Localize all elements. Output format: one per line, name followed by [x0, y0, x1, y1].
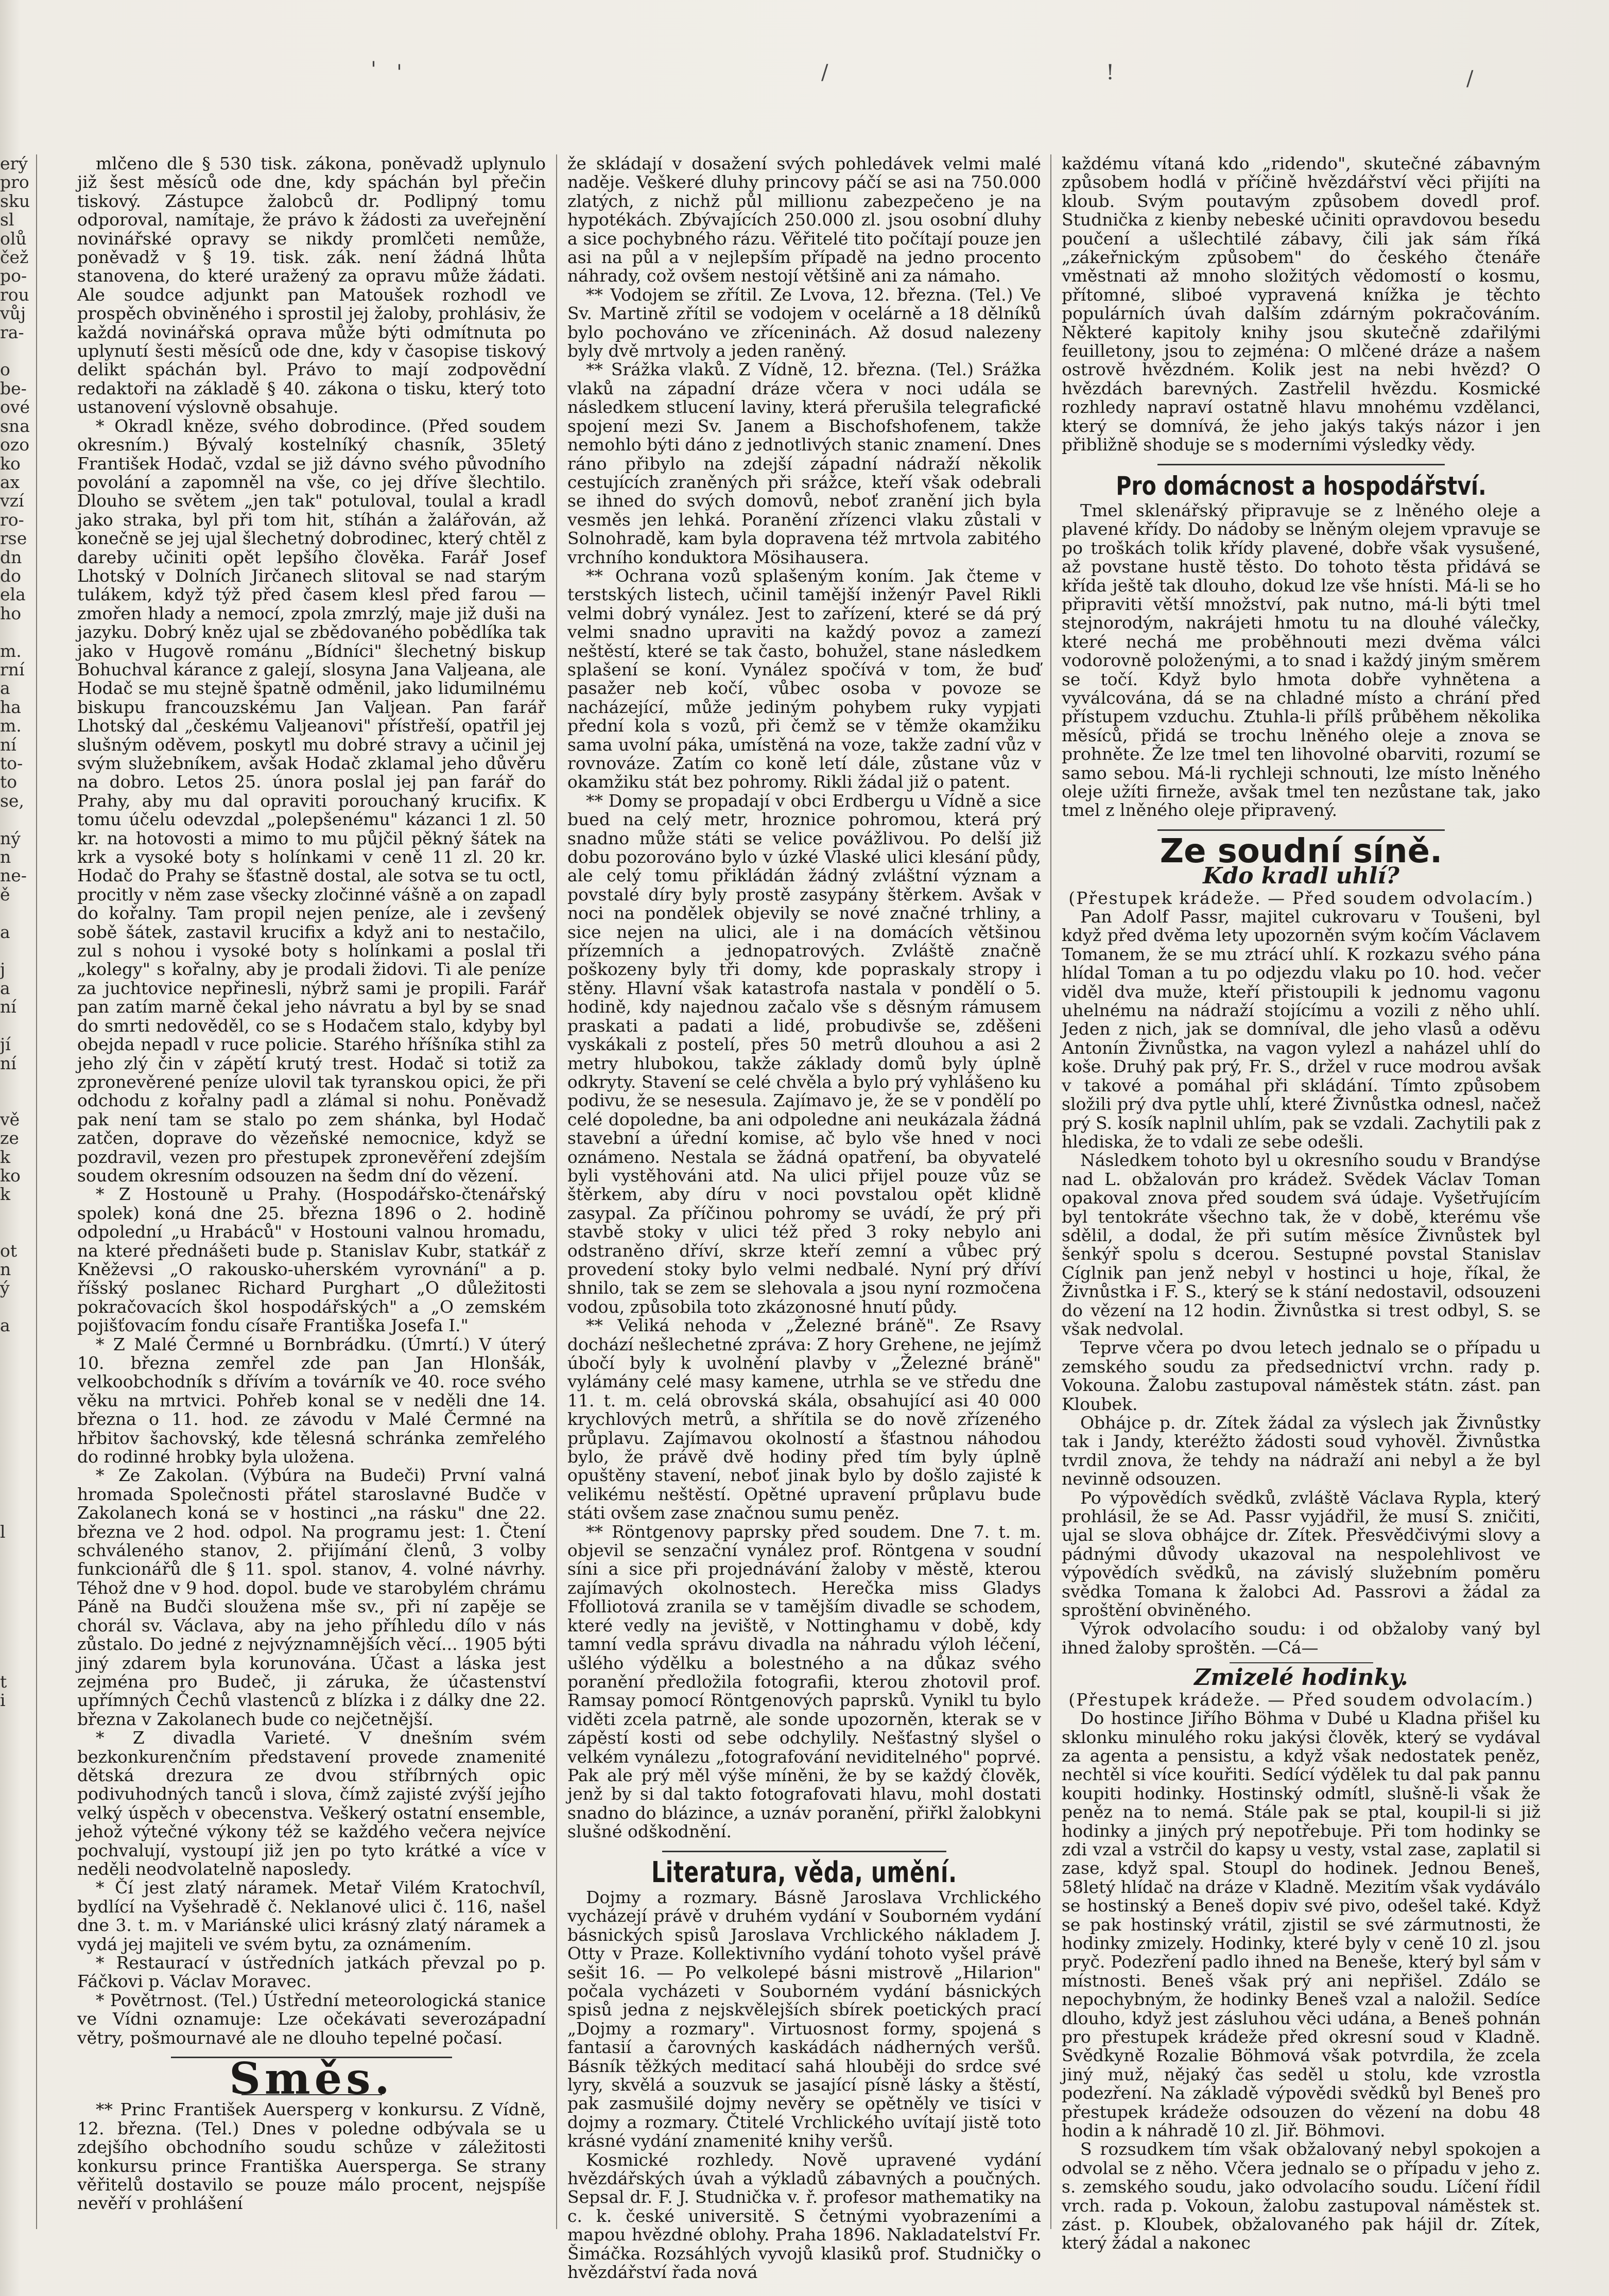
- edge-fragment: vě: [0, 1109, 20, 1129]
- edge-fragment: [0, 1616, 25, 1635]
- edge-fragment: i: [0, 1690, 6, 1711]
- edge-fragment: do: [0, 565, 21, 586]
- edge-fragment: [0, 1391, 25, 1410]
- edge-fragment: [0, 1354, 25, 1372]
- edge-fragment: t: [0, 1671, 7, 1692]
- edge-fragment: [0, 1597, 25, 1616]
- edge-fragment: [0, 1298, 25, 1316]
- edge-fragment: [0, 2066, 25, 2084]
- section-divider: [1157, 464, 1445, 465]
- edge-fragment: [0, 1579, 25, 1597]
- article-povetrnost: * Povětrnost. (Tel.) Ústřední meteorologická stanice ve Vídni oznamuje: Lze očekávati severozápadní větry, pošmournavé ale ne dlouho tepelné počasí.: [77, 1990, 546, 2048]
- edge-fragment: [0, 1729, 25, 1747]
- edge-fragment: [0, 942, 25, 960]
- edge-fragment: ra-: [0, 322, 24, 342]
- edge-fragment: [0, 1635, 25, 1654]
- edge-fragment: ne-: [0, 865, 27, 886]
- edge-fragment: rní: [0, 659, 25, 680]
- edge-fragment: [0, 904, 25, 923]
- edge-fragment: a: [0, 678, 10, 699]
- edge-fragment: ela: [0, 584, 26, 605]
- article-paragraph: Výrok odvolacího soudu: i od obžaloby vaný byl ihned žaloby sproštěn. —Cá—: [1062, 1619, 1541, 1658]
- section-heading-domacnost: Pro domácnost a hospodářství.: [1116, 471, 1486, 501]
- article-paragraph: Obhájce p. dr. Zítek žádal za výslech jak Živnůstky tak i Jandy, kteréžto žádosti soud vyhověl. Živnůstka tvrdil znova, že tehdy na nádraží ani nebyl a že byl nevinně odsouzen.: [1062, 1413, 1541, 1489]
- article-kosmicke-rozhledy: Kosmické rozhledy. Nově upravené vydání hvězdářských úvah a výkladů zábavných a poučných. Sepsal dr. F. J. Studnička v. ř. profesor mathematiky na c. k. české universitě. S četnými vyobrazeními a mapou hvězdné oblohy. Praha 1896. Nakladatelství Fr. Šimáčka. Rozsáhlých vyvojů klasiků prof. Studničky o hvězdářství řada nová: [567, 2149, 1041, 2283]
- column-3: [1062, 154, 1541, 2253]
- article-paragraph: Do hostince Jiřího Böhma v Dubé u Kladna přišel ku sklonku minulého roku jakýsi člověk, který se vydával za agenta a pensistu, a když však nedostatek peněz, nechtěl si více kouřiti. Sedící výdělek tu dal pak pannu koupiti hodinky. Hostinský odmítl, slušně-li však že peněz na to nemá. Stále pak se ptal, koupil-li si již hodinky a jiných prý nepotřebuje. Při tom hodinky se zdi vzal a vstrčil do kapsy u vesty, vstal zase, zaplatil si zase, když spal. Stoupl do hodinek. Jednou Beneš, 58letý hlídač na dráze v Kladně. Mezitím však vydáválo se hostinský a Beneš dopiv své pivo, odešel také. Když se pak hostinský vrátil, zjistil se své zármutnosti, že hodinky zmizely. Hodinky, které byly v ceně 10 zl. jsou pryč. Podezření padlo ihned na Beneše, který byl sám v místnosti. Beneš však prý ani nepřišel. Zdálo se nepochybným, že hodinky Beneš vzal a naložil. Sedíce dlouho, když jest zásluhou věci udána, a Beneš pohnán pro přestupek krádeže před okresní soud v Kladně. Svědkyně Rozalie Böhmová však potvrdila, že zcela jiný muž, nějaký čas seděl u stolu, kde vzrostla podezření. Na základě výpovědi svědků byl Beneš pro přestupek krádeže odsouzen do vězení na dobu 48 hodin a k náhradě 10 zl. Jiř. Böhmovi.: [1062, 1708, 1541, 2141]
- section-heading-soudni-sin: Ze soudní síně.: [1160, 832, 1443, 871]
- edge-fragment: vůj: [0, 303, 26, 324]
- edge-fragment: be-: [0, 378, 27, 398]
- edge-fragment: to-: [0, 753, 23, 773]
- edge-fragment: ní: [0, 997, 16, 1017]
- edge-fragment: [0, 1485, 25, 1504]
- edge-fragment: ové: [0, 397, 30, 418]
- article-paragraph: S rozsudkem tím však obžalovaný nebyl spokojen a odvolal se z něho. Včera jednalo se o případu v jeho z. s. zemského soudu, jako odvolacího soudu. Líčení řídil vrch. rada p. Vokoun, žalobu zastupoval náměstek st. zást. p. Kloubek, obžalovaného pak hájil dr. Zítek, který žádal a nakonec: [1062, 2139, 1541, 2253]
- article-vodojem: ** Vodojem se zřítil. Ze Lvova, 12. března. (Tel.) Ve Sv. Martině zřítil se vodojem v ocelárně a 18 dělníků bylo pochováno ve zříceninách. Až dosud nalezeny byly dvě mrtvoly a jeden raněný.: [567, 284, 1041, 361]
- edge-fragment: [0, 1017, 25, 1035]
- edge-fragment: [0, 1204, 25, 1223]
- edge-fragment: [0, 1448, 25, 1466]
- article-paragraph: mlčeno dle § 530 tisk. zákona, poněvadž uplynulo již šest měsíců ode dne, kdy spáchán byl přečin tiskový. Zástupce žalobců dr. Podlipný tomu odporoval, namítaje, že právo k žádosti za uveřejnění novinářské opravy se nikdy promlčeti nemůže, poněvadž v § 19. tisk. zák. není žádná lhůta stanovena, do které uražený za opravu může žádati. Ale soudce adjunkt pan Matoušek rozhodl ve prospěch obviněného i sprostil jej žaloby, prohlásiv, že každá novinářská oprava může býti odmítnuta po uplynutí šesti měsíců ode dne, kdy v časopise tiskový delikt spáchán byl. Právo to mají zodpovědní redaktoři na základě § 40. zákona o tisku, který toto ustanovení výslovně obsahuje.: [77, 153, 546, 418]
- section-heading-smes: Směs.: [229, 2053, 394, 2104]
- edge-fragment: ax: [0, 472, 20, 492]
- edge-fragment: po-: [0, 266, 27, 286]
- edge-fragment: ný: [0, 828, 21, 848]
- edge-fragment: a: [0, 978, 10, 998]
- edge-fragment: [0, 1785, 25, 1803]
- edge-fragment: ro-: [0, 509, 24, 530]
- edge-fragment: pro: [0, 172, 29, 193]
- article-paragraph: Následkem tohoto byl u okresního soudu v Brandýse nad L. obžalován pro krádež. Svědek Václav Toman opakoval znova před soudem svá údaje. Vyšetřujícím byl tentokráte všechno tak, že v době, kterému vše sdělil, a dodal, že při sutím měsíce Živnůstek byl šenkýř spolu s dcerou. Sestupné povstal Stanislav Cíglnik pan jenž nebyl v hostinci u hoje, říkal, že Živnůstka i F. S., který se k stání nedostavil, odsouzeni do vězení na 12 hodin. Živnůstka si trest odbyl, S. se však nedvolal.: [1062, 1150, 1541, 1339]
- article-rontgen: ** Röntgenovy paprsky před soudem. Dne 7. t. m. objevil se senzační vynález prof. Röntgena v soudní síni a sice při projednávání žaloby v městě, kterou zajímavých okolnostech. Herečka miss Gladys Ffolliotová zranila se v tamějším divadle se schodem, které vedly na jeviště, v Nottinghamu v době, kdy tamní vedla správu divadla na náhradu výloh léčení, ušlého výdělku a bolestného a na důkaz svého poranění předložila fotografii, kterou zhotovil prof. Ramsay pomocí Röntgenových paprsků. Vynikl tu bylo viděti zcela patrně, ale sonde upozorněn, kterak se v zápěstí kosti od sebe odchylily. Nešťastný slyšel o velkém vynálezu „fotografování neviditelného" poprvé. Pak ale prý měl výše míněni, že by se každý člověk, jenž by si dal takto fotografovati hlavu, mohl dostati snadno do blázince, a uznáv poranění, přiřkl žalobkyni slušné odškodnění.: [567, 1521, 1041, 1842]
- article-tmel-sklenarsky: Tmel sklenářský připravuje se z lněného oleje a plavené křídy. Do nádoby se lněným olejem vpravuje se po troškách tolik křídy plavené, dobře však vysušené, až povstane hustě těsto. Do tohoto těsta přidává se křída ještě tak dlouho, dokud lze vše hnísti. Má-li se ho připraviti větší množství, pak nutno, má-li býti tmel stejnorodým, nakrájeti hmotu tu na dlouhé válečky, které nechá me proběhnouti mezi dvěma válci vodorovně položenými, a to snad i každý jiným směrem se točí. Když bylo hmota dobře vyhnětena a vyválcována, dá se na chladné místo a chrání před přístupem vzduchu. Ztuhla-li přílš průběhem několika měsíců, přidá se trochu lněného oleje a znova se prohněte. Že lze tmel ten lihovolné obarviti, rozumí se samo sebou. Má-li rychleji schnouti, lze místo lněného oleje užíti firneže, avšak tmel ten nezůstane tak, jako tmel z lněného oleje připravený.: [1062, 500, 1541, 821]
- edge-fragment: [0, 1073, 25, 1091]
- article-dojmy-a-rozmary: Dojmy a rozmary. Básně Jaroslava Vrchlického vycházejí právě v druhém vydání v Souborném vydání básnických spisů Jaroslava Vrchlického nákladem J. Otty v Praze. Kollektivního vydání tohoto vyšel právě sešit 16. — Po velkolepé básni mistrově „Hilarion" počala vycházeti v Souborném vydání básnických spisů jedna z nejskvělejších sbírek poetických prací „Dojmy a rozmary". Virtuosnost formy, spojená s fantasií a čarovných kaskádách nádherných veršů. Básník těžkých meditací sahá hlouběji do srdce své lyry, skvělá a souzvuk se jasající písně lásky a štěstí, pak zasmušilé dojmy nevěry se opětněly ve tisíci v dojmy a rozmary. Čtitelé Vrchlického uvítají jistě toto krásné vydání znamenité knihy veršů.: [567, 1887, 1041, 2151]
- edge-fragment: [0, 2029, 25, 2047]
- edge-fragment: l: [0, 1521, 6, 1542]
- article-z-male-cermne: * Z Malé Čermné u Bornbrádku. (Úmrtí.) V úterý 10. března zemřel zde pan Jan Hlonšák, velkoobchodník s dřívím a továrník ve 40. roce svého věku na mrtvici. Pohřeb konal se v neděli dne 14. března o 11. hod. ze závodu v Malé Čermné na hřbitov šachovský, kde tělesná schránka zemřelého do rodinné hrobky byla uložena.: [77, 1334, 546, 1467]
- column-rule: [36, 154, 37, 2229]
- edge-fragment: jí: [0, 1034, 11, 1055]
- edge-fragment: [0, 1898, 25, 1916]
- edge-mark: !: [1106, 61, 1115, 84]
- edge-fragment: [0, 623, 25, 641]
- article-zelezna-brana: ** Veliká nehoda v „Železné bráně". Ze Rsavy dochází nešlechetné zpráva: Z hory Grehene, ne jejímž úbočí byly k uvolnění plavby v „Železné bráně" vylámány celé masy kamene, utrhla se ve středu dne 11. t. m. celá obrovská skála, obsahující asi 40 000 krychlových metrů, a shřítila se do nově zřízeného průplavu. Zajímavou okolností a šťastnou náhodou bylo, že právě dvě hodiny před tím byly úplně opuštěny stavení, neboť jinak bylo by došlo zajisté k velikému neštěstí. Opětné upravení průplavu bude státi ovšem zase značnou sumu peněz.: [567, 1315, 1041, 1523]
- edge-fragment: [0, 1410, 25, 1429]
- edge-fragment: [0, 2010, 25, 2028]
- edge-mark: /: [821, 61, 828, 84]
- subheading-note: (Přestupek krádeže. — Před soudem odvolacím.): [1068, 888, 1534, 908]
- edge-fragment: ho: [0, 603, 22, 623]
- article-okradl-knize: * Okradl kněze, svého dobrodince. (Před soudem okresním.) Bývalý kostelníký chasník, 35letý František Hodač, vzdal se již dávno svého původního povolání a zapomněl na vše, co jej dříve šlechtilo. Dlouho se světem „jen tak" potuloval, toulal a kradl jako straka, byl při tom hit, stíhán a žalářován, až konečně se jej ujal šlechetný dobrodinec, který chtěl z dareby učiniti opět lepšího člověka. Farář Josef Lhotský v Dolních Jirčanech slitoval se nad starým tulákem, když týž před časem klesl před farou — zmořen hlady a nemocí, zpola zmrzlý, maje již duši na jazyku. Dobrý kněz ujal se zbědovaného pobědlíka tak jako v Hugově románu „Bídníci" šlechetný biskup Bohuchval kárance z galejí, slosyna Jana Valjeana, ale Hodač se mu stejně špatně odměnil, jako lidumilnému biskupu francouzskému Jan Valjean. Pan farář Lhotský dal „českému Valjeanovi" přístřeší, opatřil jej slušným oděvem, poskytl mu dobré stravy a učinil jej svým služebníkem, avšak Hodač zklamal jeho důvěru na dobro. Letos 25. února poslal jej pan farář do Prahy, aby mu dal opraviti porouchaný krucifix. K tomu účelu odevzdal „polepšenému" kázanci 1 zl. 50 kr. na hotovosti a mimo to mu půjčil pěkný šátek na krk a vysoké boty s holínkami v ceně 11 zl. 20 kr. Hodač do Prahy se šťastně dostal, ale sotva se tu octl, procitly v něm zase všecky zločinné vášně a on zapadl do kořalny. Tam propil nejen peníze, ale i zevšený sobě šátek, zastavil krucifix a když ani to nestačilo, zul s nohou i vysoké boty s holínkami a poslal tři „kolegy" s kořalny, aby je prodali židovi. Ti ale peníze za juchtovice nepřinesli, nýbrž sami je propili. Farář pan zatím marně čekal jeho návratu a byl by se snad do smrti nedověděl, co se s Hodačem stalo, kdyby byl obejda nepadl v ruce policie. Starého hříšníka stihl za jeho zlý čin v zápětí krutý trest. Hodač si totiž za zpronevěrené peníze ulovil tak tyranskou opici, že při odchodu z kořalny padl a zlámal si nohu. Poněvadž pak není tam se stalo po zem shánka, byl Hodač zatčen, doprave do vězeňské nemocnice, když se pozdravil, vezen pro přestupek zpronevěření zdejším soudem okresním odsouzen na šedm dní do vězení.: [77, 415, 546, 1186]
- edge-fragment: [0, 1466, 25, 1485]
- edge-fragment: ze: [0, 1128, 19, 1149]
- column-1: [77, 154, 546, 2213]
- edge-fragment: [0, 1504, 25, 1522]
- edge-fragment: čež: [0, 247, 29, 268]
- edge-fragment: ní: [0, 734, 16, 755]
- edge-fragment: [0, 1954, 25, 1972]
- subheading-kdo-kradl-uhli: Kdo kradl uhlí?: [1203, 863, 1399, 890]
- edge-fragment: [0, 1991, 25, 2010]
- article-zlaty-naramek: * Čí jest zlatý náramek. Metař Vilém Kratochvíl, bydlící na Vyšehradě č. Neklanové ulici č. 116, našel dne 3. t. m. v Mariánské ulici krásný zlatý náramek a vydá jej majiteli ve svém bytu, za oznámením.: [77, 1877, 546, 1954]
- edge-fragment: ot: [0, 1240, 18, 1261]
- edge-fragment: ko: [0, 453, 21, 474]
- article-ze-zakolan: * Ze Zakolan. (Výbúra na Budeči) První valná hromada Společnosti přátel staroslavné Budče v Zakolanech koná se v hostinci „na rásku" dne 22. března ve 2 hod. odpol. Na programu jest: 1. Čtení schváleného stanov, 2. přijímání členů, 3 volby funkcionářů dle § 11. spol. stanov, 4. volné návrhy. Téhož dne v 9 hod. dopol. bude ve starobylém chrámu Páně na Budči sloužena mše sv., při ní zapěje se chorál sv. Václava, aby na jeho příhledu dílo v nás zůstalo. Do jedné z nejvýznamnějších věcí... 1905 býti jiný zdarem byla korunována. Účast a láska jest zejména pro Budeč, ji záruka, že účastenství upřímných Čechů vlastenců z blízka i z dálky dne 22. března v Zakolanech bude co nejčetnější.: [77, 1465, 546, 1729]
- edge-fragment: [0, 2085, 25, 2103]
- edge-fragment: [0, 1822, 25, 1841]
- edge-mark: ': [396, 61, 402, 84]
- edge-fragment: [0, 1372, 25, 1391]
- section-divider: [662, 1851, 946, 1852]
- edge-fragment: olů: [0, 228, 27, 249]
- article-srazka-vlaku: ** Srážka vlaků. Z Vídně, 12. března. (Tel.) Srážka vlaků na západní dráze včera v noci udála se následkem stlucení laviny, která přerušila telegrafické spojení mezi Sv. Janem a Bischofshofenem, takže nemohlo býti dáno z jednotlivých stanic znamení. Dnes ráno přibylo na zdejší západní nádraží několik cestujících zraněných při srážce, kteří však odebrali se ihned do svých domovů, neboť zranění jich byla vesměs jen lehká. Poranění zřízenci vlaku zůstali v Solnohradě, kam byla dopravena též mrtvola zabitého vrchního konduktora Mösihausera.: [567, 359, 1041, 567]
- edge-fragment: rou: [0, 284, 29, 305]
- edge-fragment: vzí: [0, 491, 24, 511]
- article-paragraph: Teprve včera po dvou letech jednalo se o případu u zemského soudu za předsednictví vrchn. rady p. Vokouna. Žalobu zastupoval náměstek státn. zást. pan Kloubek.: [1062, 1337, 1541, 1414]
- edge-fragment: ě: [0, 884, 10, 905]
- edge-fragment: [0, 1878, 25, 1897]
- subheading-note: (Přestupek krádeže. — Před soudem odvolacím.): [1068, 1689, 1534, 1710]
- edge-fragment: [0, 1804, 25, 1822]
- edge-fragment: [0, 1091, 25, 1110]
- edge-fragment: [0, 1654, 25, 1673]
- article-princ-auersperg: ** Princ František Auersperg v konkursu. Z Vídně, 12. března. (Tel.) Dnes v poledne odbývala se u zdejšího obchodního soudu schůze v záležitosti konkursu prince Františka Auersperga. Se strany věřitelů dostavilo se pouze málo procent, nejspíše nevěří v prohlášení: [77, 2099, 546, 2214]
- edge-fragment: k: [0, 1146, 10, 1167]
- section-heading-literatura: Literatura, věda, umění.: [651, 1855, 957, 1889]
- edge-fragment: [0, 342, 25, 360]
- edge-fragment: [0, 1429, 25, 1448]
- edge-fragment: k: [0, 1184, 10, 1205]
- edge-fragment: rse: [0, 528, 27, 549]
- edge-fragment: sna: [0, 415, 30, 436]
- edge-fragment: [0, 1916, 25, 1935]
- edge-fragment: ha: [0, 697, 21, 717]
- edge-fragment: n: [0, 1259, 11, 1279]
- edge-fragment: ko: [0, 1165, 21, 1186]
- article-paragraph: Po výpovědích svědků, zvláště Václava Rypla, který prohlásil, že se Ad. Passr vyjádřil, že musí S. zničiti, ujal se slova obhájce dr. Zítek. Přesvědčivými slovy a pádnými důvody ukazoval na nespolehlivost ve výpovědích svědků, na závislý služebním poměru svědka Tomana k žalobci Ad. Passrovi a žádal za sproštění obviněného.: [1062, 1487, 1541, 1621]
- edge-fragment: [0, 1766, 25, 1785]
- column-rule: [1050, 154, 1051, 2229]
- article-divadlo-variete: * Z divadla Varieté. V dnešním svém bezkonkurenčním představení provede znamenité dětská drezura ze dvou stříbrných opic podivuhodných tanců i slova, čímž zajisté zvýší jejího velký úspěch v obecenstva. Veškerý ostatní ensemble, jehož výtečné výkony též se každého večera nejvíce pochvalují, vystoupí již jen po tyto krátké a více v neděli neodvolatelně naposledy.: [77, 1728, 546, 1879]
- article-ochrana-vozu: ** Ochrana vozů splašeným koním. Jak čteme v terstských listech, učinil tamější inženýr Pavel Rikli velmi dobrý vynález. Jest to zařízení, které se dá prý velmi snadno upraviti na každý povoz a zamezí neštěstí, které se tak často, bohužel, stane následkem splašení se koní. Vynález spočívá v tom, že buď pasažer neb kočí, vůbec osoba v povoze se nacházející, může jediným pohybem ruky vypjati přední kola s vozů, při čemž se v těmže okamžiku sama uvolní páka, umístěná na voze, takže zadní vůz v rovnováze. Zatím co koně letí dále, zůstane vůz v okamžiku stát bez pohromy. Rikli žádal již o patent.: [567, 565, 1041, 792]
- edge-fragment: [0, 810, 25, 829]
- edge-fragment: [0, 1335, 25, 1354]
- edge-fragment: [0, 1972, 25, 1991]
- edge-fragment: a: [0, 921, 10, 942]
- edge-fragment: m.: [0, 716, 22, 736]
- edge-fragment: to: [0, 772, 18, 792]
- edge-fragment: [0, 1748, 25, 1766]
- edge-fragment: [0, 1710, 25, 1729]
- article-continuation: každému vítaná kdo „ridendo", skutečné zábavným způsobem hodlá v příčině hvězdářství věci přijíti na kloub. Svým poutavým způsobem dovedl prof. Studnička z kienby nebeské učiniti opravdovou besedu poučení a ušlechtilé zábavy, čili jak sám říká „zákeřnickým způsobem" do českého čtenáře vměstnati až mnoho složitých vědomostí o kosmu, přítomné, sliboé vypravená knížka je těchto populárních úvah dalším zdárným pokračováním. Některé kapitoly knihy jsou skutečně zdařilými feuilletony, jsou to zejména: O mlčené dráze a našem ostrově hvězdném. Kolik jest na nebi hvězd? O hvězdách barevných. Zastřelil hvězdu. Kosmické rozhledy napraví ostatně hlavu mnohému vzdělanci, který se domnívá, že jeho jakýs takýs názor i jen přibližně shoduje se s moderními výsledky vědy.: [1062, 153, 1541, 455]
- edge-fragment: [0, 1541, 25, 1560]
- edge-fragment: n: [0, 847, 11, 867]
- section-divider: [1157, 829, 1445, 831]
- edge-fragment: m.: [0, 640, 22, 661]
- edge-fragment: [0, 1223, 25, 1241]
- article-continuation: že skládají v dosažení svých pohledávek velmi malé naděje. Veškeré dluhy princovy páčí se asi na 750.000 zlatých, z nichž půl millionu zabezpečeno je na hypotékách. Zbývajících 250.000 zl. jsou osobní dluhy a sice pochybného rázu. Věřitelé tito počítají pouze jen asi na půl a v nejlepším případě na jedno procento náhrady, což ovšem nestojí většině ani za námaho.: [567, 153, 1041, 286]
- edge-fragment: ý: [0, 1278, 10, 1298]
- edge-fragment: o: [0, 359, 10, 380]
- edge-fragment: erý: [0, 153, 28, 173]
- edge-fragment: [0, 2047, 25, 2066]
- cropped-left-column: [0, 153, 30, 2103]
- section-divider: [1230, 1662, 1373, 1663]
- edge-mark: /: [1466, 67, 1474, 91]
- edge-fragment: [0, 1860, 25, 1878]
- edge-fragment: ozo: [0, 434, 30, 455]
- article-domy-se-propadaji: ** Domy se propadají v obci Erdbergu u Vídně a sice bued na celý metr, hroznice pohromou, která prý snadno může státi se velice povážlivou. Po delší již dobu pozorováno bylo v úzké Vlaské ulici klesání půdy, ale celý tomu přikládán žádný zvláštní význam a povstalé díry byly prostě zasypány štěrkem. Avšak v noci na pondělek objevily se nové značné trhliny, a sice nejen na ulici, ale i na domácích většinou přízemních a jednopatrových. Zvláště značně poškozeny byly tři domy, kde popraskaly stropy i stěny. Hlavní však katastrofa nastala v pondělí o 5. hodině, kdy najednou začalo vše s děsným rámusem praskati a padati a lidé, probudivše se, zděšeni vyskákali z postelí, přes 50 metrů dlouhou a asi 2 metry hlubokou, takže základy domů byly úplně odkryty. Stavení se celé chvěla a bylo prý vyhlášeno ku podivu, že se nesesula. Zajímavo je, že se v pondělí po celé dopoledne, ba ani odpoledne ani neukázala žádná stavební a úřední komise, ač bylo vše hned v noci oznámeno. Nestala se žádná opatření, ba obyvatelé byli vystěhováni atd. Na ulici přijel pouze vůz se štěrkem, aby díru v noci povstalou opět klidně zasypal. Za příčinou pohromy se uvádí, že prý při stavbě stoky v ulici též před 3 roky nebylo ani odstraněno dříví, skrze kteří zemní a vůbec prý provedení stoky bylo velmi nedbalé. Nyní prý dříví shnilo, tak se zem se slehovala a jsou nyní rozmočena vodou, způsobila toto zkázonosné hnutí půdy.: [567, 790, 1041, 1317]
- edge-fragment: dn: [0, 547, 22, 567]
- column-2: [567, 154, 1041, 2282]
- edge-fragment: se,: [0, 790, 24, 811]
- article-restaurace-jatky: * Restaurací v ústředních jatkách převzal po p. Fáčkovi p. Václav Moravec.: [77, 1953, 546, 1992]
- subheading-zmizele-hodinky: Zmizelé hodinky.: [1194, 1664, 1408, 1691]
- column-rule: [556, 154, 557, 2229]
- edge-mark: ': [371, 58, 376, 81]
- edge-fragment: ní: [0, 1053, 16, 1073]
- edge-fragment: [0, 1935, 25, 1954]
- edge-fragment: [0, 1560, 25, 1578]
- edge-fragment: sl: [0, 210, 14, 230]
- edge-fragment: a: [0, 1315, 10, 1336]
- edge-fragment: j: [0, 959, 6, 980]
- article-z-hostoune: * Z Hostouně u Prahy. (Hospodářsko-čtenářský spolek) koná dne 25. března 1896 o 2. hodině odpolední „u Hrabáců" v Hostouni valnou hromadu, na které přednášeti bude p. Stanislav Kubr, statkář z Kněževsi „O rakousko-uherském vyrovnání" a p. říšský poslanec Richard Purghart „O důležitosti pokračovacích škol hospodářských" a „O zemském pojišťovacím fondu císaře Františka Josefa I.": [77, 1184, 546, 1336]
- edge-fragment: [0, 1841, 25, 1860]
- edge-fragment: sku: [0, 190, 30, 211]
- article-paragraph: Pan Adolf Passr, majitel cukrovaru v Toušeni, byl když před dvěma lety upozorněn svým kočím Václavem Tomanem, že se mu ztrácí uhlí. K rozkazu svého pána hlídal Toman a tu po odjezdu vlaku po 10. hod. večer viděl dva muže, kteří přistoupili k jednomu vagonu uhelnému na nádraží stojícímu a vozili z něho uhlí. Jeden z nich, jak se domníval, dle jeho vlasů a oděvu Antonín Živnůstka, na vagon vylezl a naházel uhlí do koše. Druhý pak prý, Fr. S., držel v ruce modrou avšak v takové a pomáhal při skládání. Tímto způsobem složili prý dva pytle uhlí, které Živnůstka odnesl, načež prý S. kosík naplnil uhlím, pak se vzdali. Zachytili pak z hlediska, že to vdali ze sebe odešli.: [1062, 907, 1541, 1152]
